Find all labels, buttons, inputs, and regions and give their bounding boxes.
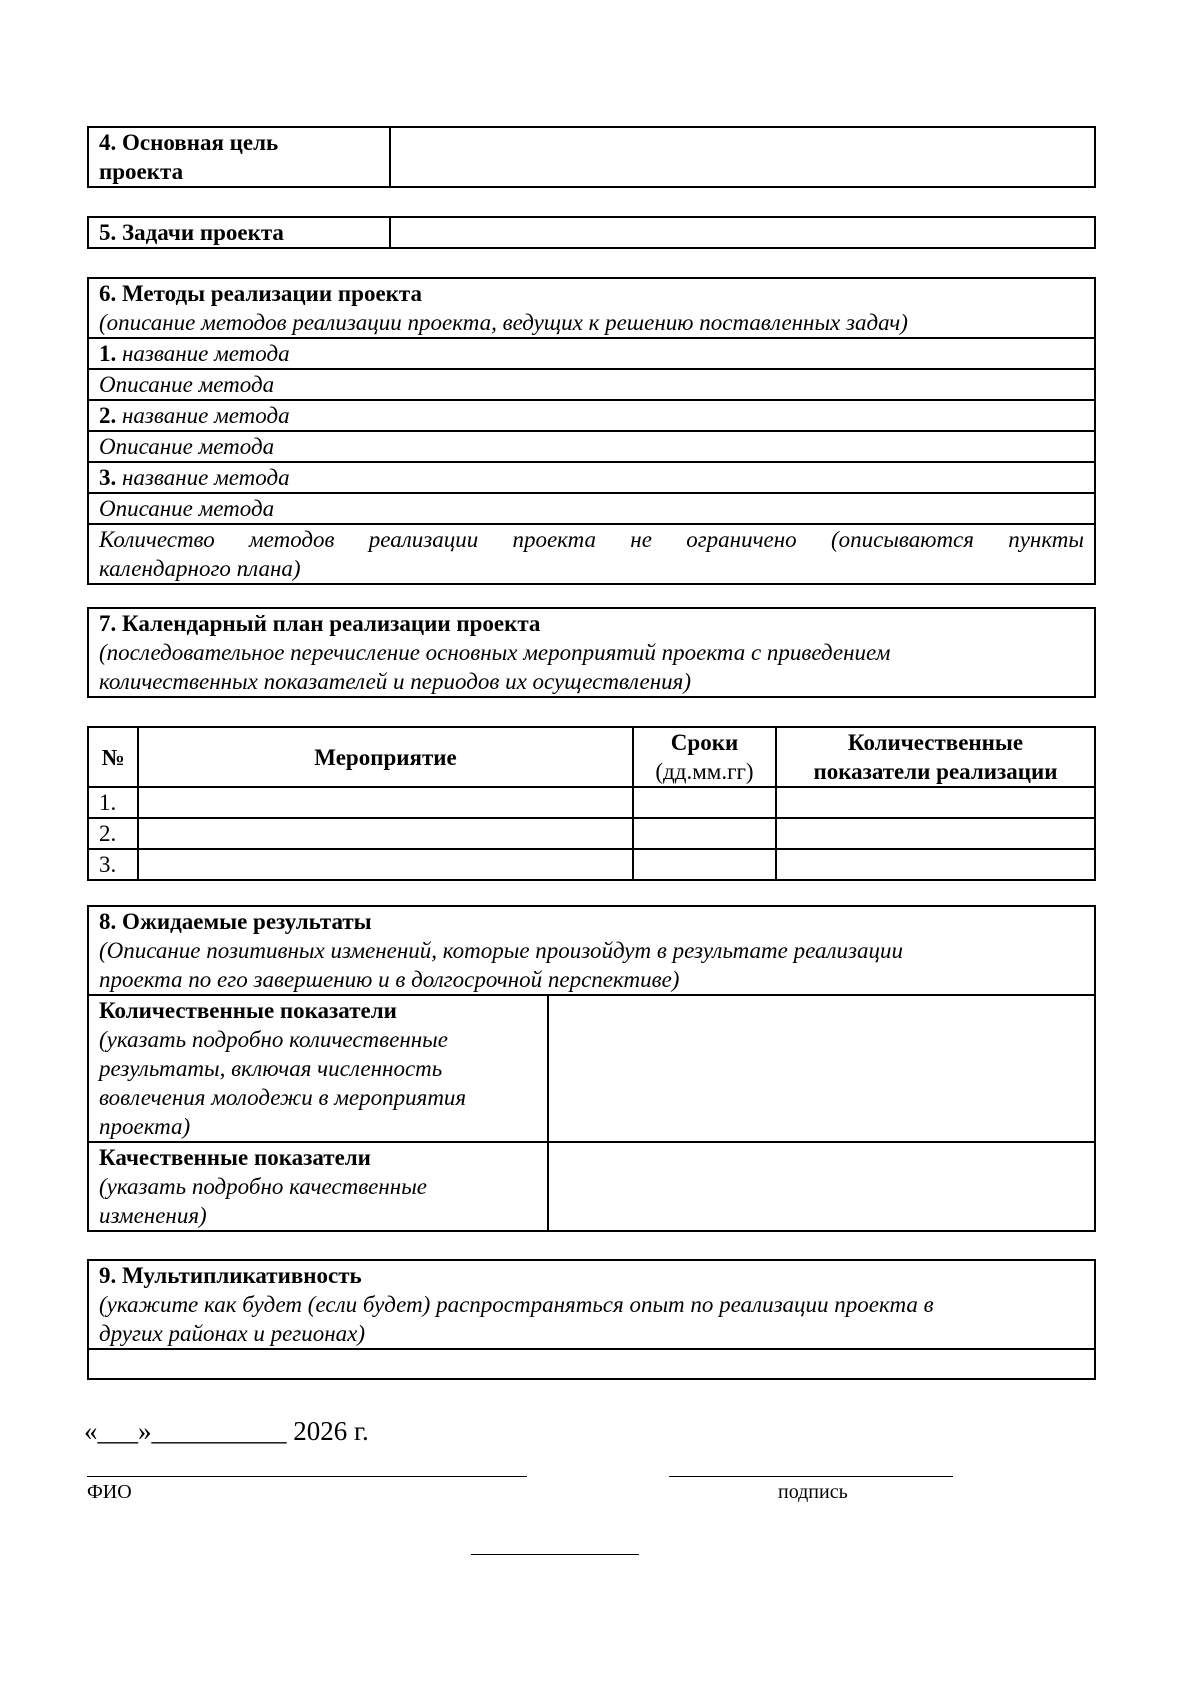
section-4-table: [87, 126, 1096, 188]
method-2-name[interactable]: 2. название метода: [88, 400, 1095, 431]
schedule-header-dates: Сроки (дд.мм.гг): [633, 727, 776, 787]
method-3-name[interactable]: 3. название метода: [88, 462, 1095, 493]
section-6-title: 6. Методы реализации проекта: [99, 281, 422, 306]
signature-label: подпись: [778, 1481, 848, 1503]
section-9-header: 9. Мультипликативность (укажите как будет (если будет) распространяться опыт по реализации проекта в других районах и регионах): [88, 1260, 1095, 1349]
method-1-name[interactable]: 1. название метода: [88, 338, 1095, 369]
row-indicators-cell[interactable]: [776, 787, 1095, 818]
schedule-header-event: Мероприятие: [138, 727, 633, 787]
fio-label: ФИО: [87, 1481, 132, 1503]
schedule-table: [87, 726, 1096, 881]
section-6-table: [87, 277, 1096, 585]
fio-underline[interactable]: [87, 1476, 527, 1477]
section-6-subtitle: (описание методов реализации проекта, ведущих к решению поставленных задач): [99, 310, 908, 335]
row-event-cell[interactable]: [138, 849, 633, 880]
section-4-value[interactable]: [390, 127, 1095, 187]
section-8-table: [87, 905, 1096, 1232]
table-row: [88, 849, 1095, 880]
quantitative-value[interactable]: [548, 995, 1095, 1142]
section-9-table: [87, 1259, 1096, 1380]
row-dates-cell[interactable]: [633, 849, 776, 880]
method-3-desc[interactable]: Описание метода: [88, 493, 1095, 524]
row-event-cell[interactable]: [138, 818, 633, 849]
table-row: [88, 787, 1095, 818]
row-event-cell[interactable]: [138, 787, 633, 818]
method-1-desc[interactable]: Описание метода: [88, 369, 1095, 400]
section-9-value[interactable]: [88, 1349, 1095, 1379]
row-dates-cell[interactable]: [633, 787, 776, 818]
section-8-header: 8. Ожидаемые результаты (Описание позитивных изменений, которые произойдут в результате реализации проекта по его завершению и в долгосрочной перспективе): [88, 906, 1095, 995]
row-indicators-cell[interactable]: [776, 818, 1095, 849]
method-2-desc[interactable]: Описание метода: [88, 431, 1095, 462]
row-indicators-cell[interactable]: [776, 849, 1095, 880]
section-7-title: 7. Календарный план реализации проекта: [99, 611, 541, 636]
row-dates-cell[interactable]: [633, 818, 776, 849]
section-5-value[interactable]: [390, 217, 1095, 248]
schedule-header-indicators: Количественные показатели реализации: [776, 727, 1095, 787]
section-6-header: [88, 278, 1095, 338]
section-4-label: 4. Основная цель проекта: [88, 127, 390, 187]
section-8-title: 8. Ожидаемые результаты: [99, 909, 372, 934]
section-6-note: Количество методов реализации проекта не ограничено (описываются пункты календарного плана): [88, 524, 1095, 584]
qualitative-value[interactable]: [548, 1142, 1095, 1231]
section-5-label: 5. Задачи проекта: [88, 217, 390, 248]
row-num: 2.: [88, 818, 138, 849]
qualitative-label: Качественные показатели (указать подробно качественные изменения): [88, 1142, 548, 1231]
bottom-divider: [471, 1554, 639, 1555]
row-num: 3.: [88, 849, 138, 880]
schedule-header-num: №: [88, 727, 138, 787]
signature-underline[interactable]: [669, 1476, 953, 1477]
table-row: [88, 818, 1095, 849]
date-line[interactable]: «___»__________ 2026 г.: [84, 1416, 369, 1446]
quantitative-label: Количественные показатели (указать подробно количественные результаты, включая численность вовлечения молодежи в мероприятия проекта): [88, 995, 548, 1142]
section-7-header: 7. Календарный план реализации проекта (последовательное перечисление основных мероприятий проекта с приведением количественных показателей и периодов их осуществления): [88, 608, 1095, 697]
section-9-title: 9. Мультипликативность: [99, 1263, 362, 1288]
section-7-table: [87, 607, 1096, 698]
row-num: 1.: [88, 787, 138, 818]
section-5-table: [87, 216, 1096, 249]
